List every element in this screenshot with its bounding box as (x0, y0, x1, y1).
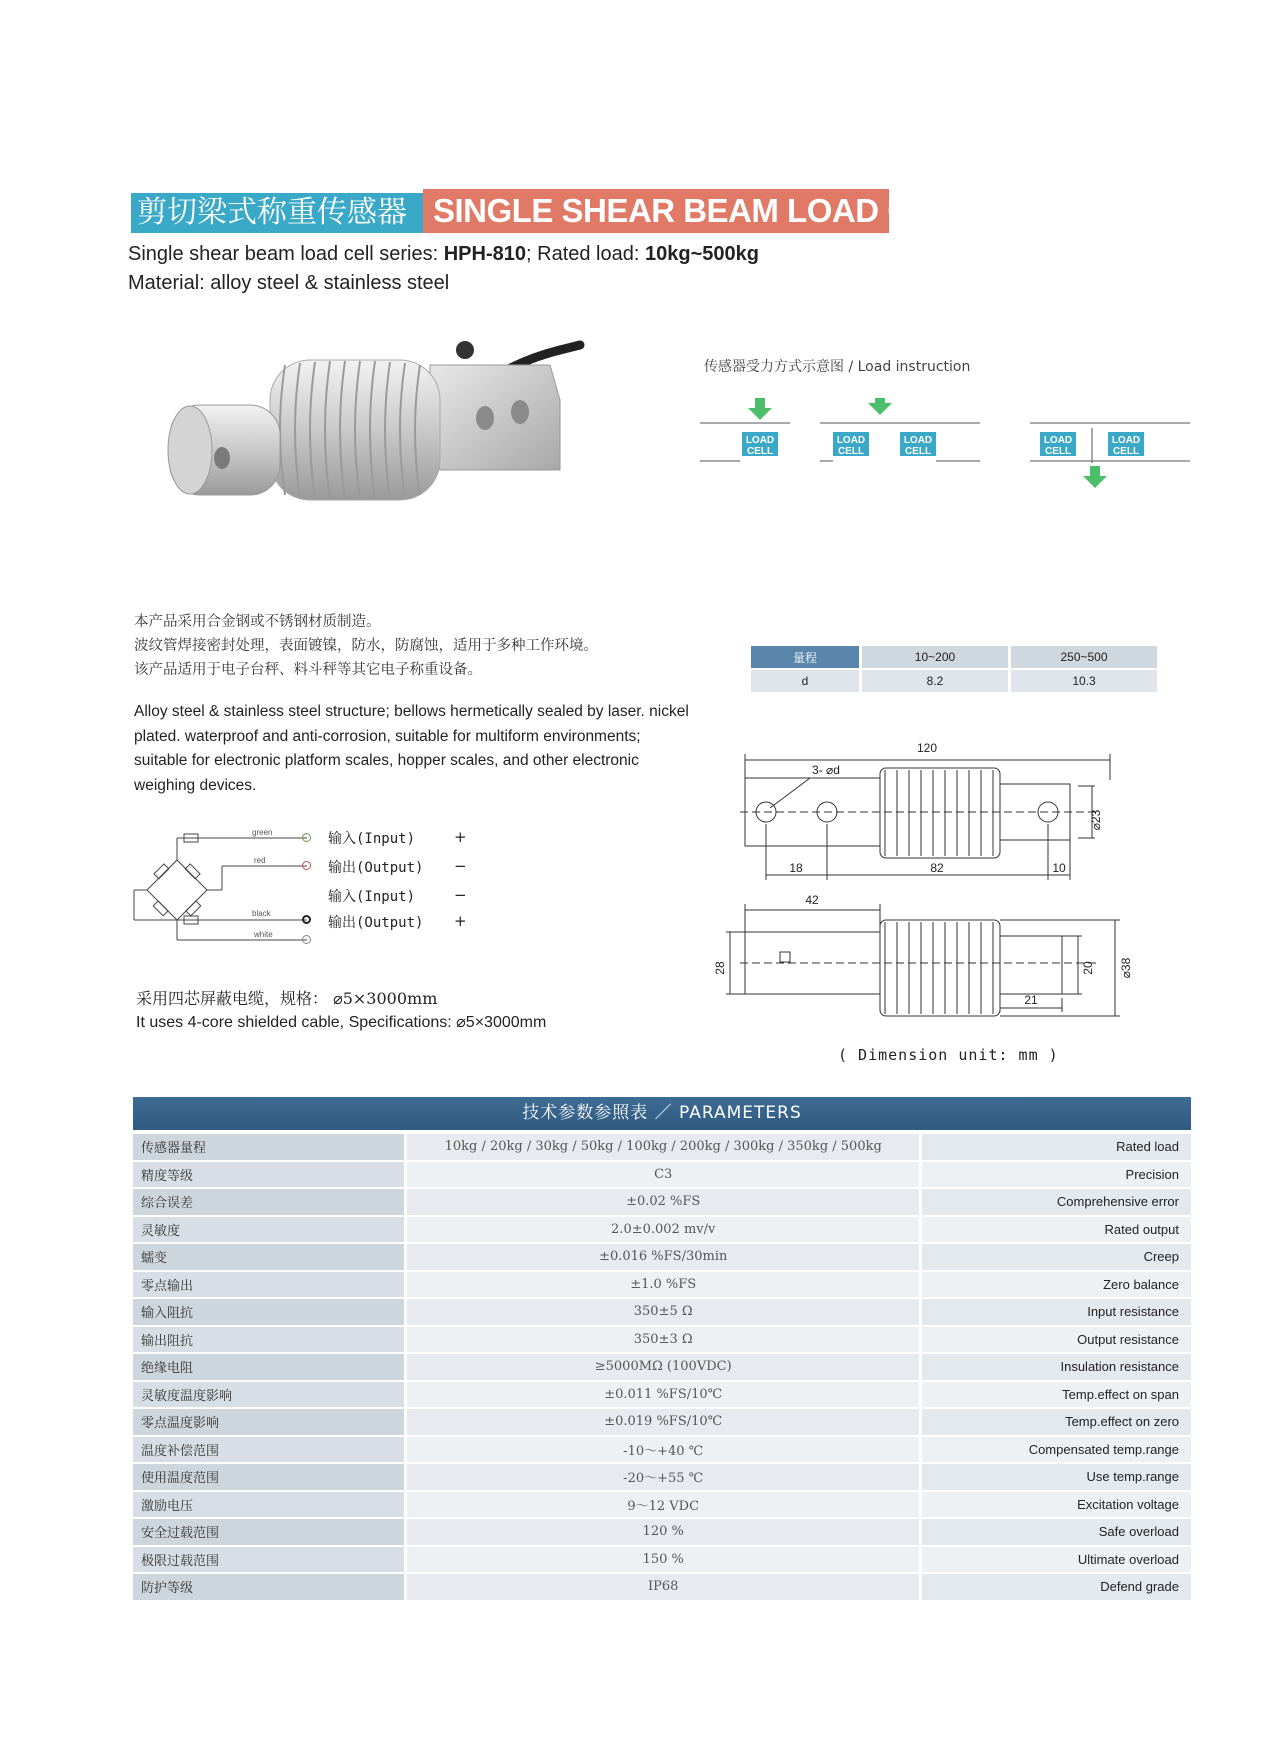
param-name-english: Ultimate overload (922, 1547, 1191, 1573)
param-name-chinese: 极限过载范围 (133, 1547, 404, 1573)
param-value: ±1.0 %FS (404, 1272, 922, 1298)
cable-spec-english: It uses 4-core shielded cable, Specifications: ⌀5×3000mm (136, 1014, 547, 1031)
description-cn-line: 本产品采用合金钢或不锈钢材质制造。 (134, 614, 381, 630)
dimension-drawing (700, 720, 1190, 1040)
dim-label-holes: 3- ⌀d (812, 763, 840, 777)
param-name-chinese: 激励电压 (133, 1492, 404, 1518)
dim-label-length: 18 (789, 861, 803, 875)
param-value: ±0.011 %FS/10℃ (404, 1382, 922, 1408)
param-name-english: Rated output (922, 1217, 1191, 1243)
title-english: SINGLE SHEAR BEAM LOAD CELL (423, 189, 889, 233)
wire-color-label: black (252, 909, 271, 918)
parameters-table (133, 1132, 1191, 1602)
dim-label-height: 20 (1081, 961, 1095, 975)
table-row (133, 1382, 1191, 1408)
table-row (133, 1327, 1191, 1353)
param-name-english: Zero balance (922, 1272, 1191, 1298)
param-value: ±0.016 %FS/30min (404, 1244, 922, 1270)
load-instruction-diagram (700, 398, 1190, 508)
series-label: Single shear beam load cell series: (128, 243, 444, 265)
param-name-english: Comprehensive error (922, 1189, 1191, 1215)
material-line: Material: alloy steel & stainless steel (128, 272, 450, 294)
table-row (133, 1162, 1191, 1188)
param-value: -10～+40 ℃ (404, 1437, 922, 1463)
wire-terminal-white (302, 935, 311, 944)
param-value: C3 (404, 1162, 922, 1188)
rated-label: Rated load: (537, 243, 645, 265)
param-value: ≥5000MΩ (100VDC) (404, 1354, 922, 1380)
param-name-english: Input resistance (922, 1299, 1191, 1325)
load-cell-label: CELL (1044, 446, 1072, 457)
param-name-english: Temp.effect on zero (922, 1409, 1191, 1435)
param-value: 350±5 Ω (404, 1299, 922, 1325)
wire-terminal-green (302, 833, 311, 842)
param-name-english: Compensated temp.range (922, 1437, 1191, 1463)
table-row (133, 1134, 1191, 1160)
wire-polarity: + (454, 912, 467, 930)
wire-function-label: 输出(Output) (328, 860, 424, 876)
param-name-chinese: 零点输出 (133, 1272, 404, 1298)
table-row (133, 1437, 1191, 1463)
load-cell-label: CELL (746, 446, 774, 457)
load-cell-label: CELL (837, 446, 865, 457)
param-name-chinese: 输入阻抗 (133, 1299, 404, 1325)
wire-polarity: − (454, 886, 467, 904)
dim-label-height: 28 (713, 961, 727, 975)
series-value: HPH-810 (443, 243, 526, 265)
dimension-unit-note: ( Dimension unit: mm ) (838, 1046, 1059, 1064)
table-row (133, 1464, 1191, 1490)
bridge-circuit (132, 828, 312, 948)
table-row (133, 1409, 1191, 1435)
param-name-chinese: 综合误差 (133, 1189, 404, 1215)
param-value: -20～+55 ℃ (404, 1464, 922, 1490)
table-row (133, 1519, 1191, 1545)
table-cell: 8.2 (862, 670, 1008, 692)
param-name-english: Excitation voltage (922, 1492, 1191, 1518)
param-name-english: Creep (922, 1244, 1191, 1270)
table-header-cell: 250~500 (1011, 646, 1157, 668)
param-name-english: Rated load (922, 1134, 1191, 1160)
wire-color-label: green (252, 828, 273, 837)
param-name-chinese: 绝缘电阻 (133, 1354, 404, 1380)
table-row (133, 1217, 1191, 1243)
param-name-chinese: 安全过载范围 (133, 1519, 404, 1545)
load-instruction-title: 传感器受力方式示意图 / Load instruction (704, 359, 971, 375)
param-name-chinese: 输出阻抗 (133, 1327, 404, 1353)
param-value: ±0.02 %FS (404, 1189, 922, 1215)
param-value: IP68 (404, 1574, 922, 1600)
param-name-english: Insulation resistance (922, 1354, 1191, 1380)
table-row (751, 670, 1157, 692)
table-cell: 10.3 (1011, 670, 1157, 692)
dim-label-length: 120 (916, 741, 938, 755)
table-row (133, 1547, 1191, 1573)
rated-value: 10kg~500kg (644, 243, 759, 265)
description-chinese (134, 610, 694, 682)
table-row (751, 646, 1157, 668)
table-row (133, 1574, 1191, 1600)
cable-spec-chinese: 采用四芯屏蔽电缆，规格： ⌀5×3000mm (136, 989, 438, 1008)
table-header-cell: 10~200 (862, 646, 1008, 668)
table-row (133, 1492, 1191, 1518)
param-value: 120 % (404, 1519, 922, 1545)
param-name-chinese: 传感器量程 (133, 1134, 404, 1160)
description-cn-line: 波纹管焊接密封处理，表面镀镍，防水，防腐蚀，适用于多种工作环境。 (134, 638, 598, 654)
param-name-chinese: 零点温度影响 (133, 1409, 404, 1435)
dim-label-length: 10 (1052, 861, 1066, 875)
param-name-chinese: 使用温度范围 (133, 1464, 404, 1490)
wire-function-label: 输入(Input) (328, 831, 416, 847)
load-cell-label: LOAD (1111, 435, 1141, 446)
table-row (133, 1272, 1191, 1298)
description-cn-line: 该产品适用于电子台秤、料斗秤等其它电子称重设备。 (134, 662, 482, 678)
wire-function-label: 输出(Output) (328, 915, 424, 931)
load-cell-label: LOAD (1043, 435, 1073, 446)
load-case-double (820, 398, 980, 461)
table-row (133, 1354, 1191, 1380)
wiring-diagram (132, 828, 472, 948)
series-separator: ; (526, 243, 538, 265)
description-english: Alloy steel & stainless steel structure; bellows hermetically sealed by laser. nickel plated. waterproof and anti-corrosion, suitable for multiform environments; suitable for electronic platform scales, hopper scales, and other electronic weighing devices. (134, 703, 689, 794)
param-name-english: Safe overload (922, 1519, 1191, 1545)
param-name-chinese: 精度等级 (133, 1162, 404, 1188)
param-name-english: Output resistance (922, 1327, 1191, 1353)
table-row (133, 1189, 1191, 1215)
title-chinese: 剪切梁式称重传感器 (131, 193, 423, 233)
param-name-english: Temp.effect on span (922, 1382, 1191, 1408)
table-row (133, 1299, 1191, 1325)
param-name-english: Precision (922, 1162, 1191, 1188)
series-line (128, 243, 759, 266)
param-value: 350±3 Ω (404, 1327, 922, 1353)
dim-label-length: 42 (805, 893, 819, 907)
param-value: ±0.019 %FS/10℃ (404, 1409, 922, 1435)
param-name-chinese: 防护等级 (133, 1574, 404, 1600)
load-case-hanging (1030, 423, 1190, 488)
table-row (133, 1244, 1191, 1270)
wire-polarity: + (454, 828, 467, 846)
param-name-chinese: 温度补偿范围 (133, 1437, 404, 1463)
param-name-chinese: 灵敏度 (133, 1217, 404, 1243)
wire-terminal-black (302, 915, 311, 924)
load-cell-label: CELL (1112, 446, 1140, 457)
param-name-chinese: 蠕变 (133, 1244, 404, 1270)
wire-function-label: 输入(Input) (328, 889, 416, 905)
parameters-title: 技术参数参照表 ／ PARAMETERS (133, 1097, 1191, 1130)
wire-terminal-red (302, 861, 311, 870)
param-value: 150 % (404, 1547, 922, 1573)
wire-polarity: − (454, 857, 467, 875)
load-cell-label: LOAD (745, 435, 775, 446)
load-cell-label: LOAD (903, 435, 933, 446)
param-value: 2.0±0.002 mv/v (404, 1217, 922, 1243)
capacity-dimension-table (748, 644, 1160, 694)
param-value: 10kg / 20kg / 30kg / 50kg / 100kg / 200kg / 300kg / 350kg / 500kg (404, 1134, 922, 1160)
param-name-english: Defend grade (922, 1574, 1191, 1600)
load-cell-label: LOAD (836, 435, 866, 446)
table-cell: d (751, 670, 859, 692)
table-header-cell: 量程 (751, 646, 859, 668)
dim-label-length: 82 (930, 861, 944, 875)
param-name-chinese: 灵敏度温度影响 (133, 1382, 404, 1408)
wire-color-label: red (254, 856, 266, 865)
load-cell-label: CELL (904, 446, 932, 457)
dim-label-length: 21 (1024, 993, 1038, 1007)
param-name-english: Use temp.range (922, 1464, 1191, 1490)
dim-label-diameter: ⌀38 (1119, 957, 1133, 979)
wire-color-label: white (254, 930, 273, 939)
param-value: 9～12 VDC (404, 1492, 922, 1518)
dim-label-diameter: ⌀23 (1089, 809, 1103, 831)
load-case-single (700, 398, 790, 461)
product-photo (160, 330, 630, 560)
